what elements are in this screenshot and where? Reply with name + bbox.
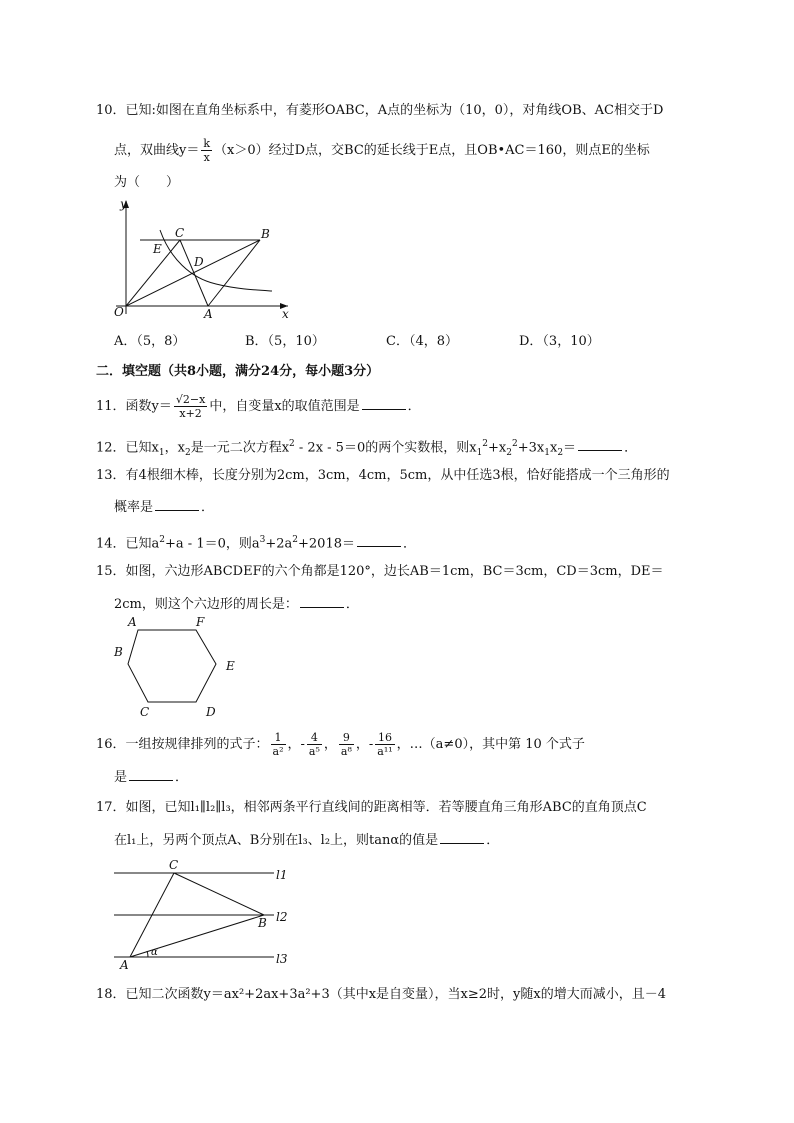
q18-line1: 18．已知二次函数y＝ax²+2ax+3a²+3（其中x是自变量），当x≥2时，y随x的增大而减小，且－4 (96, 987, 666, 1002)
point-label-c: C (175, 226, 185, 240)
vertex-label-c: C (140, 705, 150, 719)
vertex-label-a: A (128, 615, 137, 629)
fraction-sqrt: $\frac{√2-x}{x+2}$ (175, 393, 206, 420)
answer-blank[interactable] (440, 831, 484, 844)
fraction-term-1: $\frac{1}{\text{a²}}$ (272, 731, 284, 758)
fraction-term-3: $\frac{9}{\text{a⁸}}$ (340, 731, 352, 758)
q13-line1: 13．有4根细木棒，长度分别为2cm，3cm，4cm，5cm，从中任选3根，恰好能搭成一个三角形的 (96, 468, 670, 483)
line-label-l1: l1 (276, 868, 288, 882)
q10-line3: 为（ ） (114, 175, 180, 190)
point-label-a: A (204, 307, 213, 321)
vertex-label-b: B (114, 645, 123, 659)
point-label-o: O (114, 305, 124, 319)
point-label-e: E (153, 242, 162, 256)
vertex-label-d: D (206, 705, 216, 719)
answer-blank[interactable] (129, 768, 173, 781)
vertex-label-f: F (196, 615, 205, 629)
angle-label-alpha: α (151, 947, 158, 958)
q17-line2: 在l₁上，另两个顶点A、B分别在l₃、l₂上，则tanα的值是 ． (114, 833, 500, 848)
q10-figure-rhombus (108, 196, 298, 321)
q10-option-c: C．（4，8） (386, 334, 458, 349)
point-label-b: B (261, 227, 270, 241)
q14-line: 14．已知$a^2+a - 1=0$，则$a^3+2a^2+2018=$ ． (96, 535, 417, 552)
q17-line1: 17．如图，已知l₁∥l₂∥l₃，相邻两条平行直线间的距离相等．若等腰直角三角形ABC的直角顶点C (96, 800, 647, 815)
point-label-c: C (169, 858, 179, 872)
answer-blank[interactable] (155, 498, 199, 511)
q15-figure-hexagon (110, 612, 245, 720)
answer-blank[interactable] (362, 397, 406, 410)
answer-blank[interactable] (300, 595, 344, 608)
line-label-l2: l2 (276, 910, 288, 924)
point-label-d: D (194, 255, 204, 269)
q17-figure-parallel-lines (108, 855, 298, 975)
answer-blank[interactable] (578, 438, 622, 451)
q11-line: 11．函数y＝ $\frac{√2-x}{x+2}$ 中，自变量x的取值范围是 ． (96, 393, 421, 420)
axis-label-y: y (120, 197, 127, 211)
section-fill-in-blank-heading: 二．填空题（共8小题，满分24分，每小题3分） (96, 364, 380, 379)
point-label-b: B (258, 916, 267, 930)
point-label-a: A (120, 958, 129, 972)
fraction-k-over-x: $\frac{k}{x}$ (203, 137, 211, 164)
fraction-term-4: $\frac{16}{\text{a¹¹}}$ (377, 731, 393, 758)
q12-line: 12．已知$x_1$，$x_2$是一元二次方程$x^2 - 2x - 5=0$的两个实数根，则$x_1^2+x_2^2+3x_1x_2=$ ． (96, 439, 638, 458)
q16-line1: 16．一组按规律排列的式子： $\frac{1}{\text{a²}}$ ，- $\frac{4}{\text{a⁵}}$ ， $\frac{9}{\text{a⁸}}$ ，- $\frac{16}{\text{a¹¹}}$ ，…（a≠0），其中第 10 个式子 (96, 731, 585, 758)
axis-label-x: x (282, 307, 289, 321)
q16-line2: 是 ． (114, 770, 189, 785)
fraction-term-2: $\frac{4}{\text{a⁵}}$ (308, 731, 320, 758)
answer-blank[interactable] (357, 534, 401, 547)
q10-option-d: D．（3，10） (519, 334, 600, 349)
q10-line2: 点，双曲线y＝ $\frac{k}{x}$ （x＞0）经过D点，交BC的延长线于E点，且OB•AC＝160，则点E的坐标 (114, 137, 650, 164)
line-label-l3: l3 (276, 952, 288, 966)
q15-line1: 15．如图，六边形ABCDEF的六个角都是120°，边长AB＝1cm，BC＝3cm，CD＝3cm，DE＝ (96, 564, 664, 579)
q13-line2: 概率是 ． (114, 500, 215, 515)
q10-line1: 10．已知:如图在直角坐标系中，有菱形OABC，A点的坐标为（10，0），对角线OB、AC相交于D (96, 103, 664, 118)
q10-option-b: B．（5，10） (245, 334, 325, 349)
q15-line2: 2cm，则这个六边形的周长是： ． (114, 597, 359, 612)
vertex-label-e: E (226, 659, 235, 673)
q10-option-a: A．（5，8） (114, 334, 186, 349)
